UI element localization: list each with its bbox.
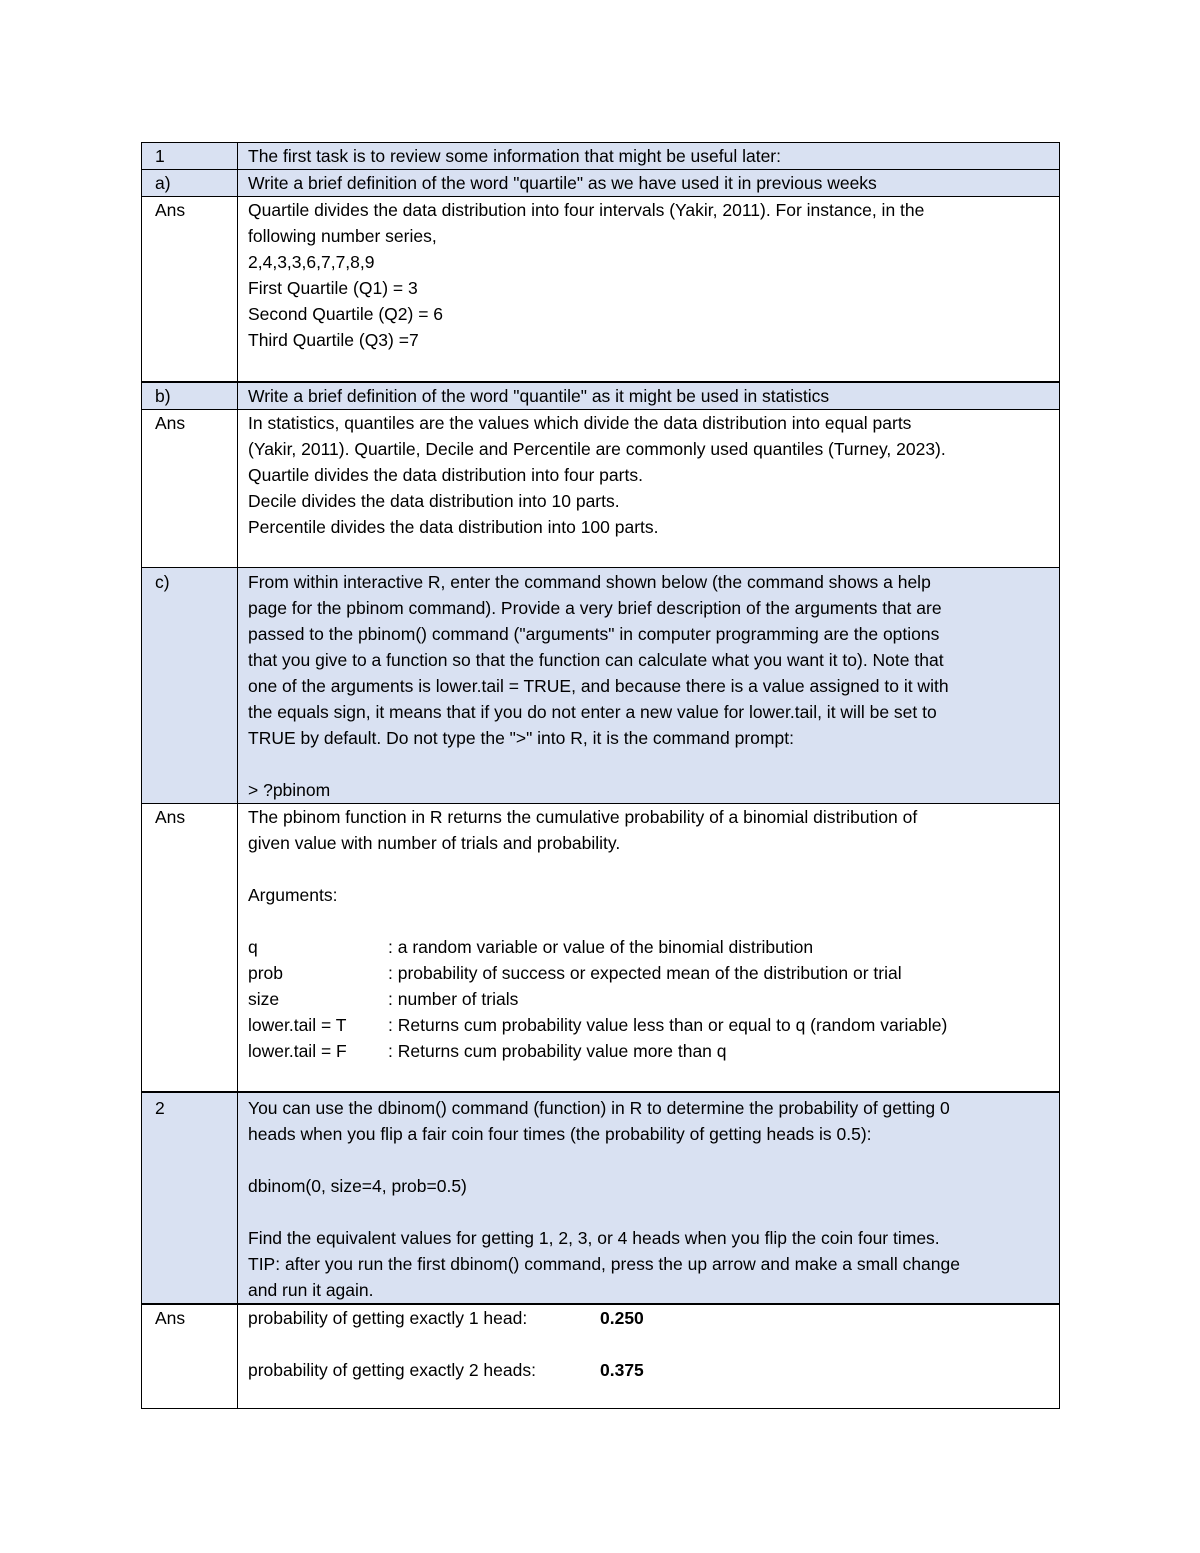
question-c-row <box>142 567 1060 803</box>
answer-b-body <box>238 409 1060 567</box>
arguments-heading: Arguments: <box>248 884 338 905</box>
question-2-followup-line: TIP: after you run the first dbinom() command, press the up arrow and make a small change <box>248 1254 960 1274</box>
answer-2-body <box>238 1304 1060 1408</box>
answer-b-line: Decile divides the data distribution into 10 parts. <box>248 490 620 511</box>
question-c-line: the equals sign, it means that if you do not enter a new value for lower.tail, it will be set to <box>248 701 937 722</box>
answer-a-label: Ans <box>142 197 238 382</box>
result-row <box>248 1357 1051 1383</box>
answer-a-line: Quartile divides the data distribution into four intervals (Yakir, 2011). For instance, in the <box>248 200 925 220</box>
question-b-text: Write a brief definition of the word "quantile" as it might be used in statistics <box>238 382 1060 410</box>
answer-a-row <box>142 197 1060 382</box>
answer-2-row <box>142 1304 1060 1408</box>
result-value: 0.375 <box>600 1360 644 1380</box>
answer-c-intro-line: The pbinom function in R returns the cumulative probability of a binomial distribution of <box>248 806 918 827</box>
argument-desc: : a random variable or value of the binomial distribution <box>388 936 814 957</box>
question-1-label: 1 <box>142 143 238 170</box>
question-b-row <box>142 382 1060 410</box>
answer-a-body <box>238 197 1060 382</box>
question-b-label: b) <box>142 382 238 410</box>
answer-a-line: following number series, <box>248 226 437 246</box>
argument-row <box>248 960 1051 986</box>
question-2-line: heads when you flip a fair coin four times (the probability of getting heads is 0.5): <box>248 1124 872 1144</box>
argument-desc: : number of trials <box>388 988 519 1009</box>
qa-table <box>141 142 1060 1409</box>
argument-name: prob <box>248 962 284 983</box>
answer-b-line: In statistics, quantiles are the values which divide the data distribution into equal parts <box>248 412 912 433</box>
argument-row <box>248 986 1051 1012</box>
answer-c-intro-line: given value with number of trials and probability. <box>248 832 621 853</box>
question-c-line: From within interactive R, enter the command shown below (the command shows a help <box>248 571 931 592</box>
answer-a-line: Third Quartile (Q3) =7 <box>248 330 419 350</box>
result-label: probability of getting exactly 2 heads: <box>248 1360 536 1380</box>
question-c-label: c) <box>142 567 238 803</box>
question-2-followup-line: and run it again. <box>248 1280 374 1300</box>
question-c-line: one of the arguments is lower.tail = TRUE, and because there is a value assigned to it with <box>248 675 949 696</box>
answer-b-line: (Yakir, 2011). Quartile, Decile and Percentile are commonly used quantiles (Turney, 2023). <box>248 438 946 459</box>
result-label: probability of getting exactly 1 head: <box>248 1308 528 1328</box>
answer-a-line: 2,4,3,3,6,7,7,8,9 <box>248 252 375 272</box>
question-2-followup-line: Find the equivalent values for getting 1, 2, 3, or 4 heads when you flip the coin four times. <box>248 1228 940 1248</box>
question-2-command: dbinom(0, size=4, prob=0.5) <box>248 1176 467 1196</box>
question-2-row <box>142 1092 1060 1304</box>
answer-c-body <box>238 803 1060 1092</box>
argument-desc: : probability of success or expected mean of the distribution or trial <box>388 962 902 983</box>
question-c-body <box>238 567 1060 803</box>
question-a-text: Write a brief definition of the word "quartile" as we have used it in previous weeks <box>238 170 1060 197</box>
question-c-command: > ?pbinom <box>248 779 331 800</box>
answer-c-label: Ans <box>142 803 238 1092</box>
question-1-text: The first task is to review some information that might be useful later: <box>238 143 1060 170</box>
answer-b-row <box>142 409 1060 567</box>
question-2-body <box>238 1092 1060 1304</box>
argument-name: q <box>248 936 258 957</box>
question-a-label: a) <box>142 170 238 197</box>
question-c-line: TRUE by default. Do not type the ">" into R, it is the command prompt: <box>248 727 794 748</box>
argument-row <box>248 1012 1051 1038</box>
answer-a-line: Second Quartile (Q2) = 6 <box>248 304 444 324</box>
result-value: 0.250 <box>600 1308 644 1328</box>
answer-b-line: Percentile divides the data distribution into 100 parts. <box>248 516 659 537</box>
question-1-row <box>142 143 1060 170</box>
result-row <box>248 1305 1051 1331</box>
argument-desc: : Returns cum probability value more than q <box>388 1040 727 1061</box>
argument-row <box>248 934 1051 960</box>
answer-2-label: Ans <box>142 1304 238 1408</box>
argument-name: lower.tail = T <box>248 1014 347 1035</box>
answer-c-row <box>142 803 1060 1092</box>
question-2-line: You can use the dbinom() command (function) in R to determine the probability of getting 0 <box>248 1098 950 1118</box>
question-c-line: passed to the pbinom() command ("arguments" in computer programming are the options <box>248 623 940 644</box>
answer-b-line: Quartile divides the data distribution into four parts. <box>248 464 643 485</box>
argument-desc: : Returns cum probability value less than or equal to q (random variable) <box>388 1014 948 1035</box>
argument-row <box>248 1038 1051 1064</box>
answer-b-label: Ans <box>142 409 238 567</box>
argument-name: size <box>248 988 280 1009</box>
answer-a-line: First Quartile (Q1) = 3 <box>248 278 418 298</box>
question-c-line: that you give to a function so that the function can calculate what you want it to). Note that <box>248 649 944 670</box>
question-a-row <box>142 170 1060 197</box>
question-2-label: 2 <box>142 1092 238 1304</box>
argument-name: lower.tail = F <box>248 1040 347 1061</box>
question-c-line: page for the pbinom command). Provide a very brief description of the arguments that are <box>248 597 942 618</box>
